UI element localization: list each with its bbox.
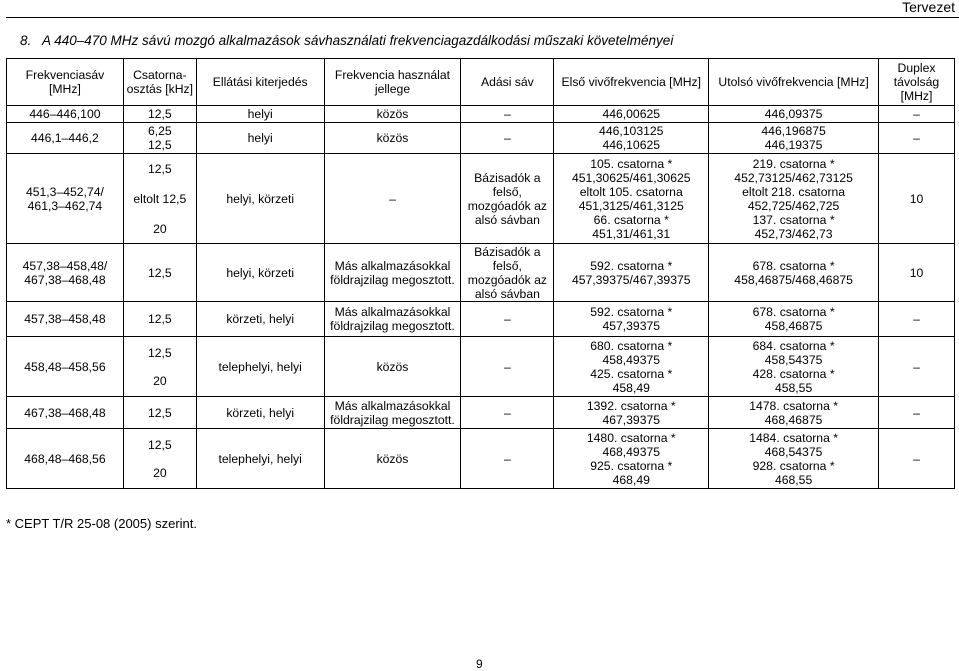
spacing-value: 20 [153,465,167,480]
cell-duplex: – [879,397,955,429]
cell-spacing: 12,5 [123,244,196,302]
section-number: 8. [20,33,32,48]
section-heading [20,33,673,48]
first-freq: 446,10625 [602,138,661,152]
first-freq: 458,49 [612,380,650,395]
last-freq: 452,73/462,73 [754,226,833,241]
page-number: 9 [476,657,483,671]
cell-first [554,123,709,154]
last-freq: 137. csatorna * [752,212,835,227]
cell-last [709,302,879,337]
first-freq: 467,39375 [602,412,661,427]
first-freq: 468,49 [612,472,650,487]
cell-first [554,302,709,337]
col-header-coverage: Ellátási kiterjedés [196,59,324,106]
cell-spacing [123,123,196,154]
cell-coverage: helyi, körzeti [196,244,324,302]
cell-coverage: helyi [196,106,324,123]
cell-range: 468,48–468,56 [7,429,124,489]
col-header-duplex: Duplex távolság [MHz] [879,59,955,106]
last-freq: 1478. csatorna * [749,398,838,413]
last-freq: eltolt 218. csatorna [742,184,846,199]
col-header-usage: Frekvencia használat jellege [324,59,461,106]
first-freq: 457,39375/467,39375 [571,272,691,287]
table-row [7,154,955,244]
first-freq: 446,103125 [599,124,664,138]
cell-duplex: – [879,123,955,154]
spacing-value: 6,25 [147,124,172,138]
first-freq: 66. csatorna * [593,212,669,227]
cell-usage: Más alkalmazásokkal földrajzilag megosztott. [324,244,461,302]
cell-first [554,337,709,397]
cell-usage: közös [324,337,461,397]
table-row [7,106,955,123]
first-freq: 1392. csatorna * [586,398,676,413]
first-freq: 1480. csatorna * [586,430,676,445]
cell-spacing [123,337,196,397]
frequency-table [6,58,955,489]
cell-txband: – [461,397,554,429]
cell-coverage: helyi [196,123,324,154]
table-row [7,244,955,302]
spacing-value: 12,5 [147,345,172,360]
first-freq: eltolt 105. csatorna [579,184,683,199]
last-freq: 678. csatorna * [752,305,835,319]
cell-duplex: 10 [879,154,955,244]
last-freq: 458,46875 [764,319,823,333]
cell-duplex: – [879,302,955,337]
spacing-value: 12,5 [147,138,172,152]
last-freq: 446,19375 [764,138,823,152]
cell-coverage: telephelyi, helyi [196,429,324,489]
cell-last [709,337,879,397]
cell-last [709,123,879,154]
cell-first [554,429,709,489]
footnote: * CEPT T/R 25-08 (2005) szerint. [6,516,197,531]
cell-first [554,244,709,302]
first-freq: 592. csatorna * [590,258,673,273]
table-row [7,429,955,489]
cell-spacing [123,154,196,244]
spacing-value: 20 [153,221,167,236]
cell-txband: – [461,429,554,489]
last-freq: 219. csatorna * [752,156,835,171]
cell-last [709,429,879,489]
cell-coverage: telephelyi, helyi [196,337,324,397]
last-freq: 468,55 [774,472,813,487]
last-freq: 1484. csatorna * [749,430,838,445]
cell-spacing: 12,5 [123,302,196,337]
cell-range: 451,3–452,74/ 461,3–462,74 [7,154,124,244]
table-row [7,302,955,337]
header-rule [6,17,959,18]
first-freq: 925. csatorna * [590,458,673,473]
spacing-value: eltolt 12,5 [133,191,187,206]
first-freq: 451,31/461,31 [592,226,671,241]
cell-spacing [123,429,196,489]
first-freq: 451,3125/461,3125 [578,198,684,213]
last-freq: 458,46875/468,46875 [734,272,853,287]
cell-coverage: helyi, körzeti [196,154,324,244]
cell-txband: – [461,123,554,154]
first-freq: 680. csatorna * [590,338,673,353]
cell-usage: Más alkalmazásokkal földrajzilag megosztott. [324,397,461,429]
table-row [7,123,955,154]
col-header-txband: Adási sáv [461,59,554,106]
cell-last [709,397,879,429]
cell-duplex: – [879,106,955,123]
cell-range: 457,38–458,48 [7,302,124,337]
cell-usage: közös [324,429,461,489]
first-freq: 468,49375 [602,444,661,459]
last-freq: 428. csatorna * [752,366,835,381]
cell-txband: – [461,337,554,397]
cell-txband: – [461,106,554,123]
first-freq: 425. csatorna * [590,366,673,381]
cell-last [709,244,879,302]
cell-usage: közös [324,106,461,123]
cell-txband: Bázisadók a felső, mozgóadók az alsó sávban [461,154,554,244]
first-freq: 105. csatorna * [590,156,673,171]
draft-label: Tervezet [902,0,955,15]
spacing-value: 12,5 [147,437,172,452]
last-freq: 468,54375 [764,444,823,459]
spacing-value: 12,5 [147,161,172,176]
first-freq: 451,30625/461,30625 [571,170,691,185]
col-header-first: Első vivőfrekvencia [MHz] [554,59,709,106]
table-row [7,397,955,429]
first-freq: 592. csatorna * [590,305,673,319]
cell-coverage: körzeti, helyi [196,397,324,429]
last-freq: 446,196875 [761,124,826,138]
col-header-last: Utolsó vivőfrekvencia [MHz] [709,59,879,106]
cell-range: 467,38–468,48 [7,397,124,429]
cell-duplex: – [879,337,955,397]
table-row [7,337,955,397]
last-freq: 468,46875 [764,412,823,427]
section-title: A 440–470 MHz sávú mozgó alkalmazások sávhasználati frekvenciagazdálkodási műszaki követelményei [42,33,674,48]
header-row [7,59,955,106]
cell-range: 458,48–458,56 [7,337,124,397]
cell-usage: – [324,154,461,244]
cell-range: 446–446,100 [7,106,124,123]
last-freq: 458,55 [774,380,813,395]
cell-usage: Más alkalmazásokkal földrajzilag megosztott. [324,302,461,337]
cell-usage: közös [324,123,461,154]
cell-last: 446,09375 [709,106,879,123]
last-freq: 928. csatorna * [752,458,835,473]
last-freq: 458,54375 [764,352,823,367]
spacing-value: 20 [153,373,167,388]
cell-last [709,154,879,244]
col-header-spacing: Csatorna-osztás [kHz] [123,59,196,106]
last-freq: 684. csatorna * [752,338,835,353]
last-freq: 452,725/462,725 [747,198,840,213]
last-freq: 452,73125/462,73125 [734,170,853,185]
cell-duplex: – [879,429,955,489]
first-freq: 458,49375 [602,352,661,367]
cell-first: 446,00625 [554,106,709,123]
cell-duplex: 10 [879,244,955,302]
cell-spacing: 12,5 [123,106,196,123]
cell-txband: Bázisadók a felső, mozgóadók az alsó sávban [461,244,554,302]
cell-range: 446,1–446,2 [7,123,124,154]
cell-txband: – [461,302,554,337]
last-freq: 678. csatorna * [752,258,835,273]
col-header-range: Frekvenciasáv [MHz] [7,59,124,106]
cell-coverage: körzeti, helyi [196,302,324,337]
first-freq: 457,39375 [602,319,661,333]
cell-spacing: 12,5 [123,397,196,429]
cell-range: 457,38–458,48/ 467,38–468,48 [7,244,124,302]
cell-first [554,397,709,429]
cell-first [554,154,709,244]
